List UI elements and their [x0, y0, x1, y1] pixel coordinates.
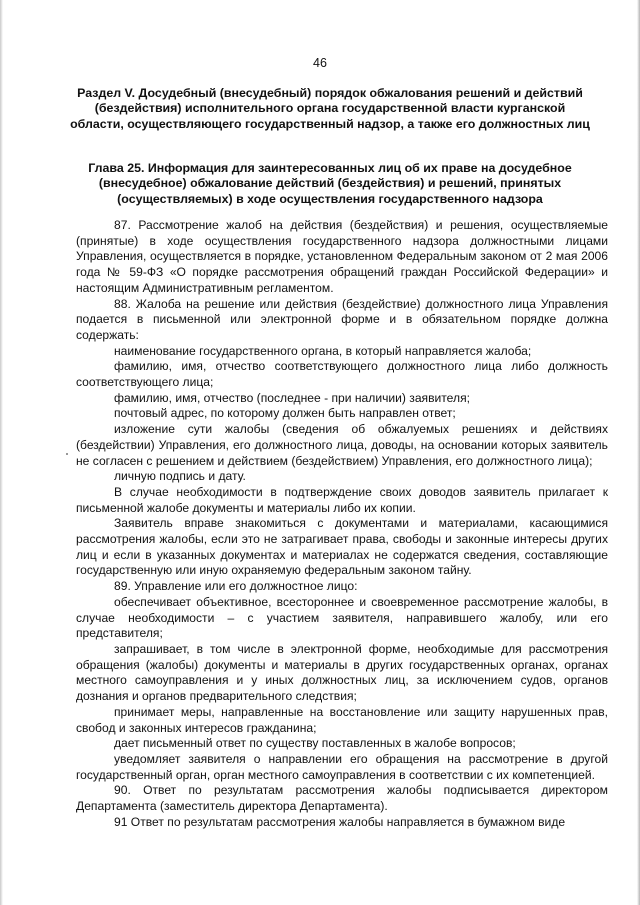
- paragraph: Заявитель вправе знакомиться с документами и материалами, касающимися рассмотрения жалобы, если это не затрагивает права, свободы и законные интересы других лиц и если в указанных документах и материалах не содержатся сведения, составляющие государственную или иную охраняемую федеральным законом тайну.: [76, 516, 608, 578]
- list-item: уведомляет заявителя о направлении его обращения на рассмотрение в другой государственный орган, орган местного самоуправления в соответствии с их компетенцией.: [76, 751, 608, 782]
- list-item: запрашивает, в том числе в электронной форме, необходимые для рассмотрения обращения (жалобы) документы и материалы в других государственных органах, органах местного самоуправления и у иных должностных лиц, за исключением судов, органов дознания и органов предварительного следствия;: [76, 641, 608, 704]
- list-item: обеспечивает объективное, всестороннее и своевременное рассмотрение жалобы, в случае необходимости – с участием заявителя, направившего жалобу, или его представителя;: [76, 594, 608, 641]
- scan-speck: [66, 453, 68, 455]
- chapter-heading: Глава 25. Информация для заинтересованных лиц об их праве на досудебное (внесудебное) обжалование действий (бездействия) и решений, принятых (осуществляемых) в ходе осуществления государственного надзора: [88, 161, 572, 206]
- list-item: личную подпись и дату.: [114, 469, 246, 484]
- scan-edge-left: [0, 0, 3, 905]
- page-number: 46: [313, 56, 327, 70]
- list-item: принимает меры, направленные на восстановление или защиту нарушенных прав, свобод и законных интересов гражданина;: [76, 704, 608, 735]
- document-body: [76, 218, 608, 830]
- section-heading: Раздел V. Досудебный (внесудебный) порядок обжалования решений и действий (бездействия) исполнительного органа государственной власти курганской области, осуществляющего государственный надзор, а также его должностных лиц: [70, 86, 590, 131]
- paragraph-88: 88. Жалоба на решение или действия (бездействие) должностного лица Управления подается в письменной или электронной форме и в обязательном порядке должна содержать:: [76, 296, 608, 342]
- paragraph-87: 87. Рассмотрение жалоб на действия (бездействия) и решения, осуществляемые (принятые) в ходе осуществления государственного надзора должностными лицами Управления, осуществляется в порядке, установленном Федеральным законом от 2 мая 2006 года № 59-ФЗ «О порядке рассмотрения обращений граждан Российской Федерации» и настоящим Административным регламентом.: [76, 218, 608, 295]
- list-item: фамилию, имя, отчество (последнее - при наличии) заявителя;: [114, 390, 470, 405]
- list-item: почтовый адрес, по которому должен быть направлен ответ;: [114, 406, 456, 421]
- paragraph-91: 91 Ответ по результатам рассмотрения жалобы направляется в бумажном виде: [114, 814, 566, 829]
- list-item: наименование государственного органа, в который направляется жалоба;: [114, 343, 532, 358]
- list-item: изложение сути жалобы (сведения об обжалуемых решениях и действиях (бездействии) Управления, его должностного лица, доводы, на основании которых заявитель не согласен с решением и действием (бездействием) Управления, его должностного лица);: [76, 422, 608, 468]
- paragraph-90: 90. Ответ по результатам рассмотрения жалобы подписывается директором Департамента (заместитель директора Департамента).: [76, 783, 608, 814]
- list-item: дает письменный ответ по существу поставленных в жалобе вопросов;: [114, 736, 516, 751]
- list-item: фамилию, имя, отчество соответствующего должностного лица либо должность соответствующего лица;: [76, 359, 608, 390]
- paragraph: В случае необходимости в подтверждение своих доводов заявитель прилагает к письменной жалобе документы и материалы либо их копии.: [76, 484, 608, 515]
- paragraph-89: 89. Управление или его должностное лицо:: [114, 579, 358, 594]
